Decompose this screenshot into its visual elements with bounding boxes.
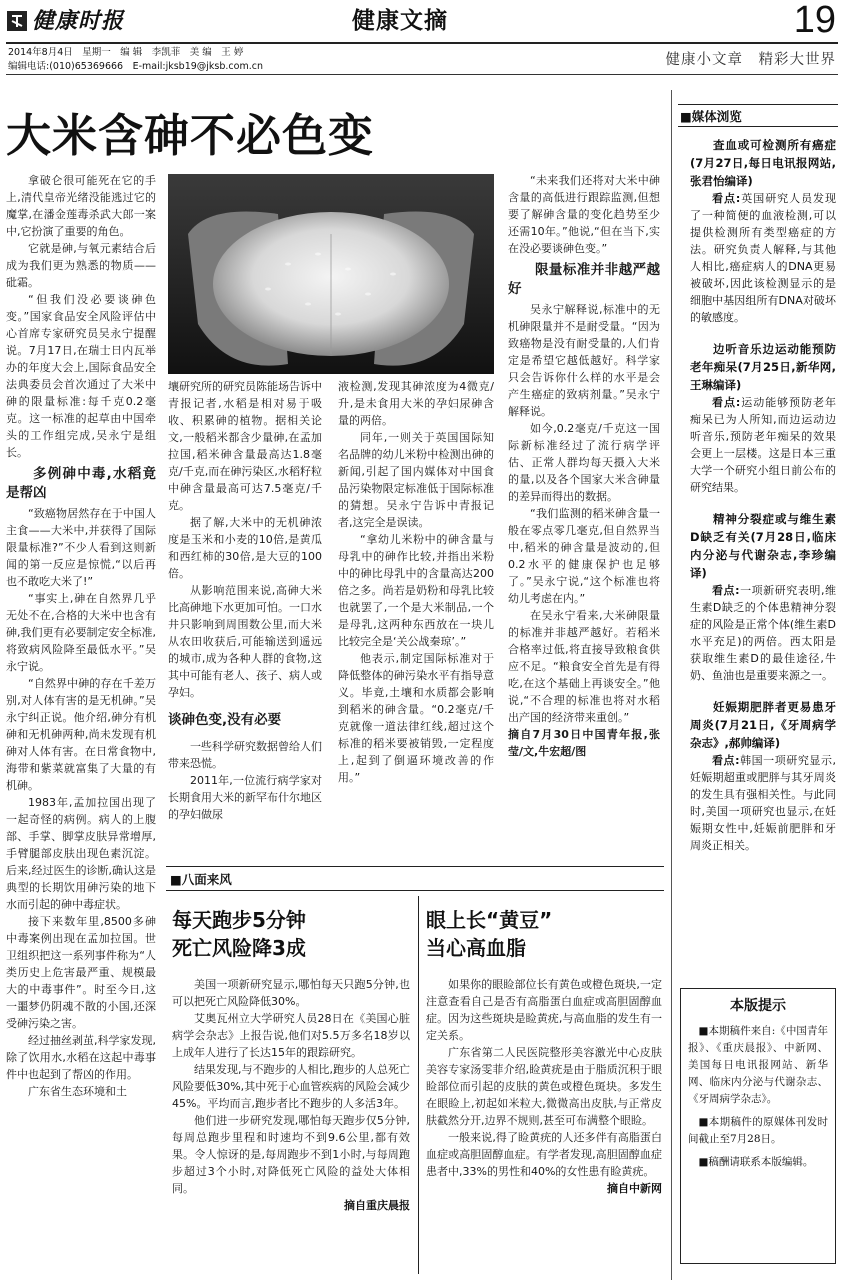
paragraph: 它就是砷,与氧元素结合后成为我们更为熟悉的物质——砒霜。 bbox=[6, 242, 156, 289]
logo-text: 健康时报 bbox=[32, 8, 125, 34]
article-headline-line: 每天跑步5分钟 bbox=[172, 908, 306, 932]
paragraph: 在吴永宁看来,大米砷限量的标准并非越严越好。若稻米合格率过低,将直接导致粮食供应不足。“粮食安全首先是有得吃,在这个基础上再谈安全。”他说,“不合理的标准也将对水稻出产国的经济带来重创。” bbox=[508, 609, 660, 724]
media-item bbox=[690, 136, 836, 326]
notice-paragraph: ■本期稿件来自:《中国青年报》、《重庆晨报》、中新网、美国每日电讯报网站、新华网、临床内分泌与代谢杂志、《牙周病学杂志》。 bbox=[688, 1025, 828, 1105]
paragraph: 广东省生态环境和土 bbox=[28, 1085, 127, 1098]
paragraph: 他们进一步研究发现,哪怕每天跑步仅5分钟,每周总跑步里程和时速均不到9.6公里,都有效果。令人惊讶的是,每周跑步不到1小时,与每周跑步超过3个小时,对降低死亡风险的益处大体相同。 bbox=[172, 1114, 410, 1195]
main-col-1 bbox=[6, 172, 156, 1100]
media-item-body bbox=[690, 752, 836, 854]
media-item bbox=[690, 340, 836, 496]
contact-line: 编辑电话:(010)65369666 E-mail:jksb19@jksb.com.cn bbox=[8, 61, 263, 72]
paragraph: 美国一项新研究显示,哪怕每天只跑5分钟,也可以把死亡风险降低30%。 bbox=[172, 978, 410, 1008]
media-item bbox=[690, 510, 836, 684]
notice-paragraph: ■本期稿件的原媒体刊发时间截止至7月28日。 bbox=[688, 1116, 828, 1145]
paragraph: 如今,0.2毫克/千克这一国际新标准经过了流行病学评估、正常人群均每天摄入大米的量,以及各个国家大米含砷量的差异而得出的数据。 bbox=[508, 422, 660, 503]
paragraph: “未来我们还将对大米中砷含量的高低进行跟踪监测,但想要了解砷含量的变化趋势至少还需10年。”他说,“但在当下,实在没必要谈砷色变。” bbox=[508, 174, 660, 255]
media-item-title: 精神分裂症或与维生素D缺乏有关(7月28日,临床内分泌与代谢杂志,李珍编译) bbox=[690, 512, 836, 580]
notice-title: 本版提示 bbox=[730, 998, 786, 1014]
logo bbox=[6, 6, 156, 36]
logo-mark-icon bbox=[6, 10, 28, 32]
media-item-title: 妊娠期肥胖者更易患牙周炎(7月21日,《牙周病学杂志》,郝帅编译) bbox=[690, 700, 836, 750]
byline: 摘自7月30日中国青年报,张莹/文,牛宏超/图 bbox=[508, 728, 660, 758]
article-source: 摘自中新网 bbox=[607, 1182, 662, 1195]
media-item-title: 查血或可检测所有癌症(7月27日,每日电讯报网站,张君怡编译) bbox=[690, 138, 836, 188]
paragraph: “拿幼儿米粉中的砷含量与母乳中的砷作比较,并指出米粉中的砷比母乳中的含量高达200倍之多。尚若是奶粉和母乳比较也就罢了,一个是大米制品,一个是母乳,这两种东西放在一块儿比较完全是‘关公战秦琼’。” bbox=[338, 533, 494, 648]
article-headline bbox=[426, 906, 662, 962]
media-item-lead: 看点: bbox=[712, 754, 740, 767]
page-number: 19 bbox=[793, 0, 836, 41]
paragraph: 从影响范围来说,高砷大米比高砷地下水更加可怕。一口水井只影响到周围数公里,而大米从农田收获后,可能输送到遥远的城市,成为各种人群的食物,这其中可能有老人、孩子、病人或孕妇。 bbox=[168, 584, 322, 699]
media-item-body bbox=[690, 394, 836, 496]
article-headline-line: 死亡风险降3成 bbox=[172, 936, 306, 960]
paragraph: “事实上,砷在自然界几乎无处不在,合格的大米中也含有砷,我们更有必要制定安全标准,将致病风险降至最低水平。”吴永宁说。 bbox=[6, 592, 156, 673]
date-line: 2014年8月4日 星期一 编 辑 李凯菲 美 编 王 婷 bbox=[8, 47, 244, 58]
main-col-3 bbox=[338, 378, 494, 786]
paragraph: 艾奥瓦州立大学研究人员28日在《美国心脏病学会杂志》上报告说,他们对5.5万多名18岁以上成年人进行了长达15年的跟踪研究。 bbox=[172, 1012, 410, 1059]
paragraph: 液检测,发现其砷浓度为4微克/升,是未食用大米的孕妇尿砷含量的两倍。 bbox=[338, 380, 494, 427]
paragraph: 拿破仑很可能死在它的手上,清代皇帝光绪没能逃过它的魔掌,在潘金莲毒杀武大郎一案中,它扮演了重要的角色。 bbox=[6, 174, 156, 238]
media-item-text: 韩国一项研究显示,妊娠期超重或肥胖与其牙周炎的发生具有强相关性。与此同时,美国一项研究也显示,在妊娠期女性中,妊娠前肥胖和牙周炎正相关。 bbox=[690, 754, 836, 852]
sidebar-label: ■媒体浏览 bbox=[680, 109, 742, 124]
main-col-4 bbox=[508, 172, 660, 760]
masthead bbox=[0, 0, 844, 76]
paragraph: “自然界中砷的存在千差万别,对人体有害的是无机砷。”吴永宁纠正说。他介绍,砷分有机砷和无机砷两种,尚未发现有机砷对人体有害。在日常食物中,海带和紫菜就富集了大量的有机砷。 bbox=[6, 677, 156, 792]
paragraph: 广东省第二人民医院整形美容激光中心皮肤美容专家汤雯菲介绍,睑黄疣是由于脂质沉积于眼睑部位而引起的皮肤的黄色或橙色斑块。多发生在眼睑上,初起如米粒大,微微高出皮肤,与正常皮肤截然分开,边界不规则,甚至可布满整个眼睑。 bbox=[426, 1046, 662, 1127]
paragraph: 接下来数年里,8500多砷中毒案例出现在孟加拉国。世卫组织把这一系列事件称为“人类历史上危害最严重、规模最大的中毒事件”。时至今日,这一噩梦仍阴魂不散的小国,还深受砷污染之害。 bbox=[6, 915, 156, 1030]
media-item-lead: 看点: bbox=[712, 396, 741, 409]
slogan: 健康小文章 精彩大世界 bbox=[665, 52, 836, 68]
media-item-lead: 看点: bbox=[712, 192, 741, 205]
paragraph: “致癌物居然存在于中国人主食——大米中,并获得了国际限量标准?”不少人看到这则新闻的第一反应是惊慌,“以后再也不敢吃大米了!” bbox=[6, 507, 156, 588]
paragraph: 1983年,孟加拉国出现了一起奇怪的病例。病人的上腹部、手掌、脚掌皮肤异常增厚,手臂腿部皮肤出现色素沉淀。后来,经过医生的诊断,确认这是典型的长期饮用砷污染的地下水而引起的砷中毒症状。 bbox=[6, 796, 156, 911]
media-item-text: 英国研究人员发现了一种简便的血液检测,可以提供检测所有类型癌症的方法。研究负责人解释,与其他人相比,癌症病人的DNA更易被破坏,因此该检测显示的是细胞中基因组所有DNA对破坏的敏感度。 bbox=[690, 192, 837, 324]
paragraph: 经过抽丝剥茧,科学家发现,除了饮用水,水稻在这起中毒事件中也起到了帮凶的作用。 bbox=[6, 1034, 156, 1081]
media-item-lead: 看点: bbox=[712, 584, 740, 597]
paragraph: 一些科学研究数据曾给人们带来恐慌。 bbox=[168, 740, 322, 770]
paragraph: 结果发现,与不跑步的人相比,跑步的人总死亡风险要低30%,其中死于心血管疾病的风险会减少45%。平均而言,跑步者比不跑步的人多活3年。 bbox=[172, 1063, 410, 1110]
section-title: 健康文摘 bbox=[352, 7, 448, 34]
notice-box bbox=[680, 988, 836, 1264]
article-headline-line: 当心高血脂 bbox=[426, 936, 526, 960]
paragraph: 据了解,大米中的无机砷浓度是玉米和小麦的10倍,是黄瓜和西红柿的30倍,是大豆的100倍。 bbox=[168, 516, 322, 580]
subheading: 谈砷色变,没有必要 bbox=[168, 712, 282, 728]
paragraph: “我们监测的稻米砷含量一般在零点零几毫克,但自然界当中,稻米的砷含量是波动的,但0.2水平的健康保护也足够了。”吴永宁说,“这个标准也将幼儿考虑在内。” bbox=[508, 507, 660, 605]
notice-paragraph: ■稿酬请联系本版编辑。 bbox=[698, 1156, 814, 1168]
article-xanthelasma bbox=[426, 898, 662, 1196]
sidebar-media bbox=[690, 136, 836, 854]
paragraph: 他表示,制定国际标准对于降低整体的砷污染水平有指导意义。毕竟,土壤和水质都会影响到稻米的砷含量。“0.2毫克/千克就像一道法律红线,超过这个标准的稻米要被销毁,一定程度上,起到了倒逼环境改善的作用。” bbox=[338, 652, 494, 784]
rice-in-hands-image bbox=[168, 174, 494, 374]
media-item bbox=[690, 698, 836, 854]
main-headline: 大米含砷不必色变 bbox=[6, 109, 375, 162]
article-headline bbox=[172, 906, 410, 962]
article-headline-line: 眼上长“黄豆” bbox=[426, 908, 553, 932]
article-running bbox=[172, 898, 410, 1213]
paragraph: 如果你的眼睑部位长有黄色或橙色斑块,一定注意查看自己是否有高脂蛋白血症或高胆固醇血症。因为这些斑块是睑黄疣,与高血脂的发生有一定关系。 bbox=[426, 978, 662, 1042]
media-item-body bbox=[690, 582, 836, 684]
media-item-text: 一项新研究表明,维生素D缺乏的个体患精神分裂症的风险是正常个体(维生素D水平充足)的两倍。西太阳是获取维生素D的最佳途径,牛奶、鱼油也是重要来源之一。 bbox=[690, 584, 836, 682]
paragraph: 同年,一则关于英国国际知名品牌的幼儿米粉中检测出砷的新闻,引起了国内媒体对中国食品污染物限定标准低于国际标准的猜想。吴永宁告诉中青报记者,这完全是误读。 bbox=[338, 431, 494, 529]
paragraph: 壤研究所的研究员陈能场告诉中青报记者,水稻是相对易于吸收、积累砷的植物。据相关论文,一般稻米都含少量砷,在孟加拉国,稻米砷含量最高达1.8毫克/千克,而在砷污染区,水稻籽粒中砷含量最高可达7.5毫克/千克。 bbox=[168, 380, 322, 512]
paragraph: 一般来说,得了睑黄疣的人还多伴有高脂蛋白血症或高胆固醇血症。有学者发现,高胆固醇血症患者中,33%的男性和40%的女性患有睑黄疣。 bbox=[426, 1131, 662, 1178]
media-item-text: 运动能够预防老年痴呆已为人所知,而边运动边听音乐,预防老年痴呆的效果会更上一层楼。这是日本三重大学一个研究小组日前公布的研究结果。 bbox=[690, 396, 837, 494]
paragraph: “但我们没必要谈砷色变。”国家食品安全风险评估中心首席专家研究员吴永宁提醒说。7月17日,在瑞士日内瓦举办的年度大会上,国际食品安全法典委员会首次通过了大米中砷的限量标准:每千克0.2毫克。这一标准的起草由中国牵头的工作组完成,吴永宁是组长。 bbox=[6, 293, 156, 459]
main-col-2 bbox=[168, 378, 322, 823]
subheading: 多例砷中毒,水稻竟是帮凶 bbox=[6, 466, 156, 501]
article-source: 摘自重庆晨报 bbox=[344, 1199, 410, 1212]
media-item-body bbox=[690, 190, 836, 326]
media-item-title: 边听音乐边运动能预防老年痴呆(7月25日,新华网,王琳编译) bbox=[690, 342, 836, 392]
rice-photo bbox=[168, 174, 494, 374]
section-label-bamian: ■八面来风 bbox=[170, 872, 232, 887]
subheading: 限量标准并非越严越好 bbox=[508, 262, 660, 297]
paragraph: 吴永宁解释说,标准中的无机砷限量并不是耐受量。“因为致癌物是没有耐受量的,人们肯定是希望它越低越好。科学家只会告诉你什么样的水平是会产生癌症的致病剂量。”吴永宁解释说。 bbox=[508, 303, 660, 418]
paragraph: 2011年,一位流行病学家对长期食用大米的新罕布什尔地区的孕妇做尿 bbox=[168, 774, 322, 821]
